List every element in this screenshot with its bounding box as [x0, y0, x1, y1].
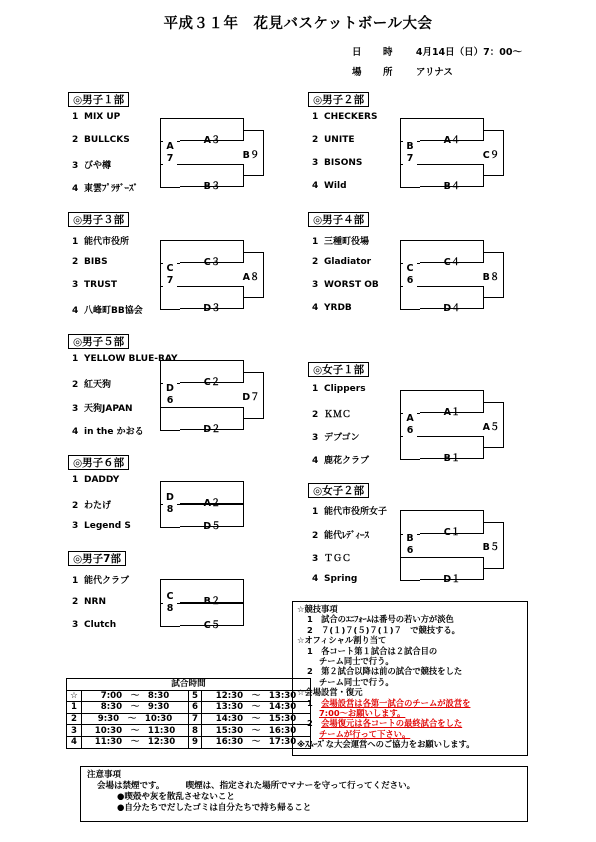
team-entry [72, 475, 119, 485]
team-number: 1 [72, 237, 79, 247]
table-row [67, 702, 311, 714]
side-match-char: B [406, 140, 414, 152]
match-label: D２ [203, 423, 221, 435]
side-match-label [163, 591, 177, 615]
notes-title: 注意事項 [87, 770, 122, 780]
rule-item-restore [297, 718, 523, 728]
bracket-line [400, 510, 420, 511]
team-number: 2 [72, 380, 79, 390]
team-name: YRDB [324, 303, 352, 313]
side-match-label [163, 383, 177, 407]
team-entry [72, 424, 144, 437]
team-name: ＫＭＣ [324, 410, 352, 420]
rules-heading-venue: ☆会場設営・復元 [297, 687, 363, 698]
team-name: BULLCKS [84, 135, 130, 145]
team-number: 3 [72, 620, 79, 630]
team-number: 4 [72, 427, 79, 437]
team-number: 4 [312, 456, 319, 466]
date-label: 日 時 [352, 47, 399, 58]
rule-item: チーム同士で行う。 [319, 676, 394, 687]
team-entry [312, 257, 371, 267]
team-entry [312, 551, 351, 564]
rule-item: 2 第２試合以降は前の試合で競技をした [307, 666, 463, 677]
rule-setup-text-cont: 7:00～お願いします。 [319, 708, 406, 719]
rule-restore-text-cont: チームが行って下さい。 [319, 728, 411, 739]
side-match-label [403, 533, 417, 557]
rule-item: 1 各コート第１試合は２試合目の [307, 645, 438, 656]
team-name: MIX UP [84, 112, 121, 122]
schedule-time: 10:30 ～ 11:30 [82, 725, 189, 737]
team-number: 1 [312, 112, 319, 122]
schedule-time: 8:30 ～ 9:30 [82, 702, 189, 714]
team-entry [312, 234, 369, 247]
match-label: D５ [203, 520, 221, 532]
side-match-char: C [166, 262, 174, 274]
match-label: A２ [203, 497, 221, 509]
team-entry [312, 135, 354, 145]
schedule-num: 8 [189, 725, 202, 737]
team-entry [72, 521, 131, 531]
side-match-char: 8 [166, 602, 174, 614]
side-match-char: 7 [406, 152, 414, 164]
rules-heading-competition: ☆競技事項 [297, 604, 338, 614]
notes-line: 会場は禁煙です。 喫煙は、指定された場所でマナーを守って行ってください。 [97, 781, 416, 791]
team-entry [312, 528, 369, 541]
team-entry [72, 498, 111, 511]
place-value: アリナス [415, 67, 453, 78]
team-name: 東雲ﾌﾟﾗｻﾞｰｽﾞ [84, 184, 139, 194]
side-match-label [403, 263, 417, 287]
bracket-line [400, 118, 401, 187]
side-match-char: D [166, 383, 174, 394]
schedule-time: 14:30 ～ 15:30 [202, 713, 311, 725]
match-label: B４ [443, 180, 461, 192]
schedule-num: 7 [189, 713, 202, 725]
bracket-line [400, 390, 401, 459]
team-number: 4 [72, 184, 79, 194]
team-number: 3 [312, 158, 319, 168]
rule-item-setup-cont [297, 708, 523, 718]
final-match-label: B５ [482, 542, 500, 554]
bracket-line [160, 407, 180, 408]
team-name: TRUST [84, 280, 117, 290]
division-header: ◎男子５部 [68, 334, 129, 349]
team-entry [312, 303, 352, 313]
bracket-line [160, 118, 161, 187]
match-label: D３ [203, 302, 221, 314]
match-label: C５ [203, 619, 221, 631]
team-number: 2 [312, 410, 319, 420]
team-number: 2 [72, 135, 79, 145]
team-entry [312, 384, 366, 394]
bracket-line [160, 626, 180, 627]
side-match-char: A [166, 140, 174, 152]
page-title: 平成３１年 花見バスケットボール大会 [163, 16, 433, 32]
side-match-char: D [166, 492, 174, 503]
rules-footer: ※ｽﾑｰｽﾞな大会運営へのご協力をお願いします。 [297, 739, 475, 750]
team-number: 2 [72, 501, 79, 511]
side-match-char: 6 [406, 274, 414, 286]
team-entry [312, 453, 369, 466]
bracket-line [400, 240, 420, 241]
match-label: A３ [203, 134, 221, 146]
match-label: C２ [203, 376, 221, 388]
side-match-char: 8 [166, 504, 174, 515]
match-label: B２ [203, 596, 221, 607]
team-number: 2 [312, 257, 319, 267]
team-name: 能代市役所 [84, 237, 130, 247]
schedule-time: 15:30 ～ 16:30 [202, 725, 311, 737]
team-name: BIBS [84, 257, 108, 267]
match-label: D４ [443, 302, 461, 314]
rule-number: 2 [307, 718, 313, 729]
team-number: 1 [72, 576, 79, 586]
team-number: 1 [72, 112, 79, 122]
team-number: 1 [312, 384, 319, 394]
bracket-line [400, 118, 420, 119]
team-number: 1 [72, 354, 79, 364]
side-match-char: 6 [166, 395, 174, 406]
team-name: Legend S [84, 521, 131, 531]
team-entry [72, 181, 138, 194]
division-header: ◎男子２部 [308, 92, 369, 107]
team-name: ＴＧＣ [324, 554, 352, 564]
team-entry [312, 280, 379, 290]
team-entry [312, 574, 357, 584]
match-label: B１ [443, 452, 461, 464]
team-entry [72, 280, 117, 290]
schedule-time: 11:30 ～ 12:30 [82, 736, 189, 748]
rule-item: 1 試合のﾕﾆﾌｫｰﾑは番号の若い方が淡色 [307, 614, 454, 625]
bracket-line [160, 360, 180, 361]
schedule-star: ☆ [67, 690, 82, 702]
team-name: UNITE [324, 135, 355, 145]
bracket-line [160, 240, 180, 241]
bracket-line [160, 579, 161, 626]
bracket-line [400, 557, 420, 558]
team-name: Gladiator [324, 257, 372, 267]
team-name: CHECKERS [324, 112, 378, 122]
notes-box [80, 766, 528, 822]
rule-item: チーム同士で行う。 [319, 656, 394, 667]
side-match-char: C [406, 262, 414, 274]
side-match-label [403, 141, 417, 165]
team-name: 能代市役所女子 [324, 507, 388, 517]
team-name: 能代クラブ [84, 576, 130, 586]
team-name: 八峰町BB協会 [84, 306, 143, 316]
team-entry [72, 303, 143, 316]
schedule-table [66, 678, 311, 749]
side-match-char: 7 [166, 274, 174, 286]
team-entry [72, 573, 129, 586]
side-match-label [163, 263, 177, 287]
team-number: 2 [72, 257, 79, 267]
team-name: 三種町役場 [324, 237, 370, 247]
bracket-line [160, 481, 180, 482]
schedule-time: 9:30 ～ 10:30 [82, 713, 189, 725]
schedule-num: 9 [189, 736, 202, 748]
team-number: 3 [312, 554, 319, 564]
table-row [67, 736, 311, 748]
bracket-line [400, 580, 420, 581]
team-number: 1 [72, 475, 79, 485]
team-entry [72, 135, 130, 145]
final-match-label: A５ [482, 421, 500, 433]
final-match-label: D７ [242, 392, 260, 403]
rule-item: 2 ７(１)７(５)７(１)７ で競技する。 [307, 624, 460, 635]
bracket-line [160, 527, 180, 528]
team-name: わたげ [84, 501, 112, 511]
bracket-line [160, 430, 180, 431]
team-name: Wild [324, 181, 347, 191]
division-header: ◎男子６部 [68, 455, 129, 470]
team-name: DADDY [84, 475, 120, 485]
team-entry [72, 620, 116, 630]
final-match-label: B８ [482, 271, 500, 283]
schedule-num: 6 [189, 702, 202, 714]
team-name: WORST OB [324, 280, 379, 290]
side-match-char: 7 [166, 152, 174, 164]
table-row [67, 713, 311, 725]
team-name: 鹿花クラブ [324, 456, 370, 466]
team-name: 天狗JAPAN [84, 404, 133, 414]
team-entry [312, 407, 351, 420]
team-number: 3 [72, 404, 79, 414]
team-number: 2 [312, 135, 319, 145]
team-name: BISONS [324, 158, 363, 168]
team-number: 3 [312, 433, 319, 443]
team-name: Spring [324, 574, 358, 584]
rules-heading-officials: ☆オフィシャル割り当て [297, 635, 387, 646]
team-entry [72, 257, 108, 267]
schedule-num: 4 [67, 736, 82, 748]
team-number: 4 [312, 303, 319, 313]
team-entry [72, 377, 111, 390]
schedule-time: 7:00 ～ 8:30 [82, 690, 189, 702]
team-entry [72, 234, 129, 247]
match-label: A１ [443, 406, 461, 418]
team-number: 4 [72, 306, 79, 316]
place-row [352, 64, 453, 78]
bracket-line [160, 360, 161, 430]
date-row [352, 44, 522, 58]
team-entry [72, 112, 120, 122]
schedule-time: 16:30 ～ 17:30 [202, 736, 311, 748]
side-match-label [403, 413, 417, 437]
notes-line: ●自分たちでだしたゴミは自分たちで持ち帰ること [117, 803, 312, 813]
team-name: デブゴン [324, 433, 360, 443]
rule-item-restore-cont [297, 729, 523, 739]
match-label: B３ [203, 180, 221, 192]
team-number: 3 [312, 280, 319, 290]
schedule-num: 2 [67, 713, 82, 725]
schedule [66, 678, 311, 749]
team-number: 2 [312, 531, 319, 541]
team-entry [72, 354, 178, 364]
final-match-label: B９ [242, 149, 260, 161]
side-match-label [163, 492, 177, 516]
match-label: D１ [443, 573, 461, 585]
bracket-line [160, 118, 180, 119]
team-number: 3 [72, 280, 79, 290]
bracket-line [400, 240, 401, 309]
bracket-line [160, 240, 161, 309]
rule-restore-text: 会場復元は各コートの最終試合をした [321, 718, 463, 729]
schedule-num: 1 [67, 702, 82, 714]
team-name: NRN [84, 597, 106, 607]
rule-number: 1 [307, 697, 313, 708]
team-number: 4 [312, 181, 319, 191]
division-header: ◎男子7部 [68, 551, 126, 566]
side-match-char: 6 [406, 545, 414, 556]
bracket-line [160, 309, 180, 310]
division-header: ◎男子３部 [68, 212, 129, 227]
team-entry [312, 430, 360, 443]
side-match-char: B [406, 533, 414, 544]
team-name: Clutch [84, 620, 117, 630]
team-name: 能代ﾚﾃﾞｨｰｽ [324, 531, 370, 541]
bracket-line [400, 390, 420, 391]
team-entry [312, 181, 347, 191]
bracket-line [160, 579, 180, 580]
division-header: ◎男子４部 [308, 212, 369, 227]
bracket-line [400, 510, 401, 580]
schedule-num: 3 [67, 725, 82, 737]
side-match-char: C [166, 590, 174, 602]
rule-setup-text: 会場設営は各第一試合のチームが設営を [321, 697, 471, 708]
team-number: 4 [312, 574, 319, 584]
side-match-char: A [406, 412, 414, 424]
side-match-label [163, 141, 177, 165]
bracket-line [160, 481, 161, 527]
table-row [67, 725, 311, 737]
team-entry [72, 158, 111, 171]
division-header: ◎女子２部 [308, 483, 369, 498]
division-header: ◎男子１部 [68, 92, 129, 107]
table-row [67, 690, 311, 702]
team-entry [312, 158, 362, 168]
team-entry [72, 597, 106, 607]
team-name: in the かおる [84, 427, 144, 437]
match-label: C１ [443, 527, 461, 538]
schedule-title: 試合時間 [67, 679, 311, 691]
notes-line: ●喫殻や灰を散乱させないこと [117, 792, 235, 802]
schedule-time: 12:30 ～ 13:30 [202, 690, 311, 702]
final-match-label: A８ [242, 271, 260, 283]
bracket-line [160, 187, 180, 188]
bracket-line [400, 187, 420, 188]
match-label: A４ [443, 134, 461, 146]
team-name: びや樽 [84, 161, 112, 171]
schedule-time: 13:30 ～ 14:30 [202, 702, 311, 714]
team-number: 1 [312, 507, 319, 517]
final-match-label: C９ [482, 149, 500, 161]
rule-item-setup [297, 698, 523, 708]
bracket-line [400, 309, 420, 310]
team-name: Clippers [324, 384, 366, 394]
date-value: 4月14日（日）7：00～ [415, 47, 522, 58]
team-entry [312, 112, 377, 122]
division-header: ◎女子１部 [308, 362, 369, 377]
team-number: 3 [72, 521, 79, 531]
match-label: C４ [443, 256, 461, 268]
team-name: YELLOW BLUE-RAY [84, 354, 178, 364]
team-number: 2 [72, 597, 79, 607]
bracket-line [400, 459, 420, 460]
team-number: 3 [72, 161, 79, 171]
team-name: 紅天狗 [84, 380, 112, 390]
rules-box [292, 601, 528, 756]
schedule-num: 5 [189, 690, 202, 702]
team-entry [72, 401, 133, 414]
side-match-char: 6 [406, 424, 414, 436]
place-label: 場 所 [352, 67, 399, 78]
match-label: C３ [203, 256, 221, 268]
team-number: 1 [312, 237, 319, 247]
team-entry [312, 504, 387, 517]
